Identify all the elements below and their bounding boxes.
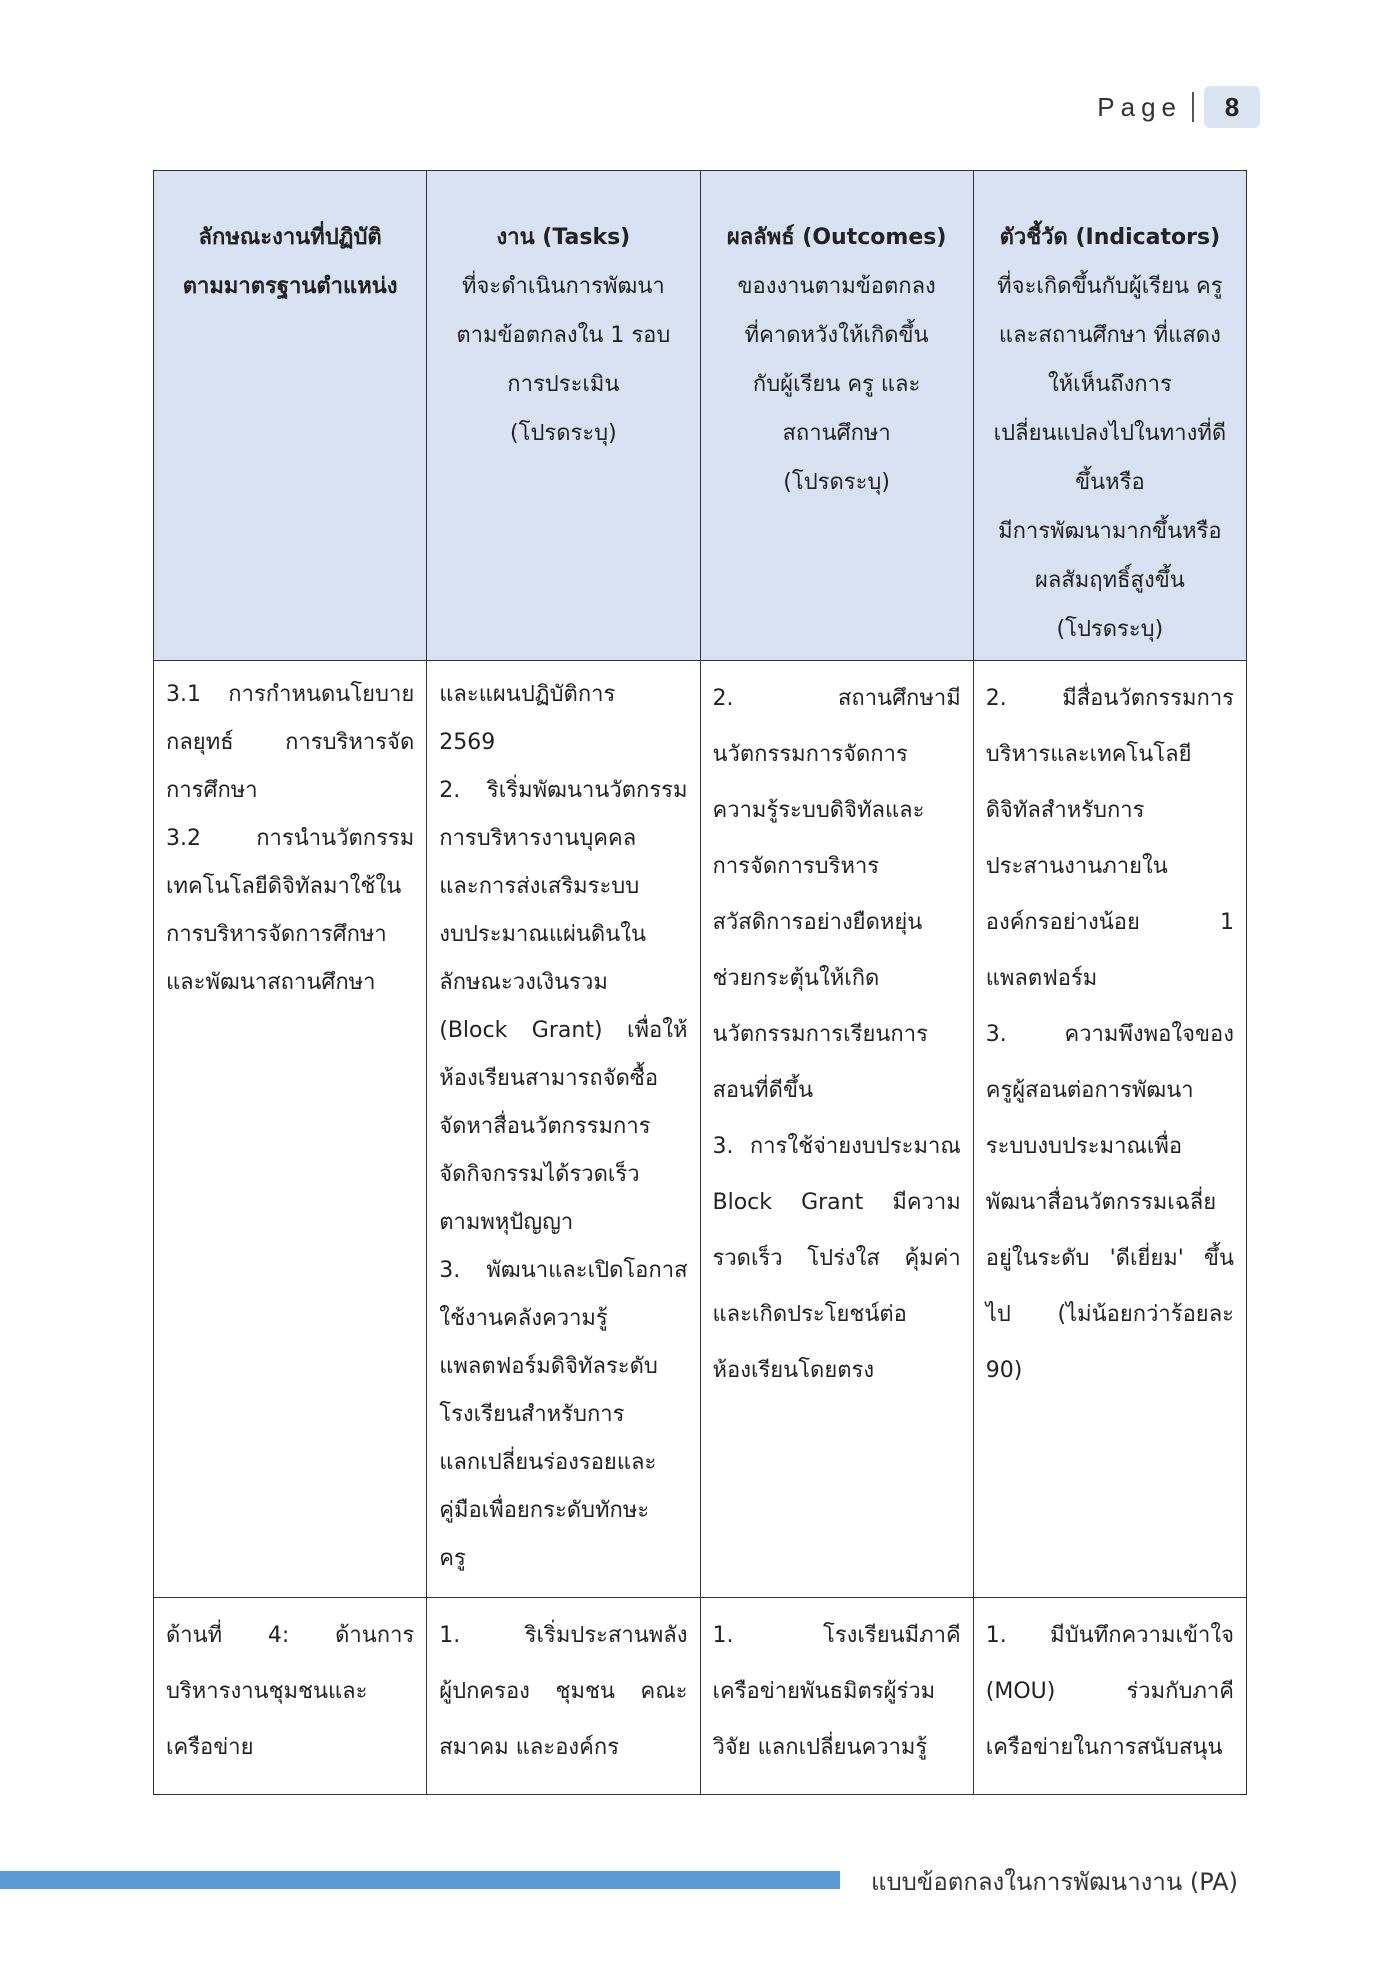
cell-text-line: แลกเปลี่ยนร่องรอยและ: [439, 1450, 657, 1475]
cell-indicators: [973, 661, 1246, 1598]
cell-text-line: และการส่งเสริมระบบ: [439, 874, 640, 899]
header-line: เปลี่ยนแปลงไปในทางที่ดี: [993, 421, 1227, 446]
cell-text-line: คู่มือเพื่อยกระดับทักษะ: [439, 1498, 650, 1523]
cell-text-line: จัดกิจกรรมได้รวดเร็ว: [439, 1162, 640, 1187]
footer-accent-bar: [0, 1871, 840, 1889]
cell-text-line: อยู่ในระดับ 'ดีเยี่ยม' ขึ้น: [985, 1246, 1234, 1271]
header-line: ที่จะเกิดขึ้นกับผู้เรียน ครู: [997, 274, 1223, 299]
cell-text-line: บริหารงานชุมชนและ: [166, 1679, 368, 1704]
cell-job-characteristics: [154, 661, 427, 1598]
header-line: การประเมิน: [507, 372, 620, 397]
cell-text-line: การจัดการบริหาร: [712, 854, 880, 879]
header-line: ตัวชี้วัด (Indicators): [999, 225, 1221, 250]
cell-text-line: การบริหารงานบุคคล: [439, 826, 637, 851]
cell-text-line: วิจัย แลกเปลี่ยนความรู้: [712, 1735, 928, 1760]
cell-text-line: ครูผู้สอนต่อการพัฒนา: [985, 1078, 1194, 1103]
page-number: 8: [1204, 86, 1260, 128]
cell-text-line: 3. พัฒนาและเปิดโอกาส: [439, 1258, 688, 1283]
header-line: งาน (Tasks): [496, 225, 631, 250]
cell-text-line: นวัตกรรมการจัดการ: [712, 742, 908, 767]
cell-text-line: ห้องเรียนโดยตรง: [712, 1358, 875, 1383]
cell-text-line: งบประมาณแผ่นดินใน: [439, 922, 647, 947]
cell-text-line: สวัสดิการอย่างยืดหยุ่น: [712, 910, 923, 935]
cell-text-line: องค์กรอย่างน้อย 1: [985, 910, 1234, 935]
header-tasks: [427, 171, 700, 661]
cell-text-line: 1. ริเริ่มประสานพลัง: [439, 1623, 688, 1648]
cell-text-line: การศึกษา: [166, 778, 258, 803]
cell-text-line: 3. ความพึงพอใจของ: [985, 1022, 1234, 1047]
cell-text-line: บริหารและเทคโนโลยี: [985, 742, 1192, 767]
table-row: [154, 1598, 1247, 1795]
cell-text-line: ครู: [439, 1546, 466, 1571]
cell-text-line: ประสานงานภายใน: [985, 854, 1168, 879]
cell-job-characteristics: [154, 1598, 427, 1795]
cell-text-line: Block Grant มีความ: [712, 1190, 961, 1215]
header-indicators: [973, 171, 1246, 661]
header-line: (โปรดระบุ): [783, 470, 890, 495]
cell-text-line: 2. ริเริ่มพัฒนานวัตกรรม: [439, 778, 688, 803]
header-outcomes: [700, 171, 973, 661]
cell-text-line: เครือข่าย: [166, 1735, 254, 1760]
cell-text-line: กลยุทธ์ การบริหารจัด: [166, 730, 415, 755]
cell-text-line: 3.1 การกำหนดนโยบาย: [166, 682, 415, 707]
header-line: ที่คาดหวังให้เกิดขึ้น: [744, 323, 929, 348]
cell-text-line: 90): [985, 1358, 1023, 1383]
cell-text-line: ตามพหุปัญญา: [439, 1210, 574, 1235]
page-header: [1097, 86, 1260, 128]
header-line: กับผู้เรียน ครู และ: [752, 372, 921, 397]
cell-text-line: เครือข่ายในการสนับสนุน: [985, 1735, 1223, 1760]
cell-text-line: ดิจิทัลสำหรับการ: [985, 798, 1145, 823]
cell-text-line: เทคโนโลยีดิจิทัลมาใช้ใน: [166, 874, 402, 899]
pa-agreement-table: [153, 170, 1247, 1795]
cell-text-line: 3. การใช้จ่ายงบประมาณ: [712, 1134, 961, 1159]
cell-text-line: สอนที่ดีขึ้น: [712, 1078, 814, 1103]
header-line: ที่จะดำเนินการพัฒนา: [462, 274, 665, 299]
cell-outcomes: [700, 1598, 973, 1795]
header-line: ตามข้อตกลงใน 1 รอบ: [456, 323, 671, 348]
cell-text-line: ความรู้ระบบดิจิทัลและ: [712, 798, 925, 823]
header-line: มีการพัฒนามากขึ้นหรือ: [998, 519, 1222, 544]
cell-indicators: [973, 1598, 1246, 1795]
header-line: ของงานตามข้อตกลง: [737, 274, 936, 299]
header-line: ขึ้นหรือ: [1075, 470, 1145, 495]
cell-text-line: 2569: [439, 730, 496, 755]
cell-text-line: นวัตกรรมการเรียนการ: [712, 1022, 928, 1047]
header-line: ให้เห็นถึงการ: [1047, 372, 1172, 397]
header-line: และสถานศึกษา ที่แสดง: [998, 323, 1221, 348]
cell-text-line: จัดหาสื่อนวัตกรรมการ: [439, 1114, 651, 1139]
cell-text-line: แพลตฟอร์ม: [985, 966, 1098, 991]
header-job-characteristics: [154, 171, 427, 661]
cell-text-line: การบริหารจัดการศึกษา: [166, 922, 387, 947]
page-label: Page: [1097, 91, 1182, 122]
cell-text-line: พัฒนาสื่อนวัตกรรมเฉลี่ย: [985, 1190, 1217, 1215]
header-line: ตามมาตรฐานตำแหน่ง: [182, 274, 398, 299]
header-line: (โปรดระบุ): [1056, 617, 1164, 642]
cell-text-line: รวดเร็ว โปร่งใส คุ้มค่า: [712, 1246, 961, 1271]
cell-text-line: และเกิดประโยชน์ต่อ: [712, 1302, 907, 1327]
header-line: (โปรดระบุ): [510, 421, 617, 446]
cell-text-line: และแผนปฏิบัติการ: [439, 682, 616, 707]
cell-text-line: ช่วยกระตุ้นให้เกิด: [712, 966, 880, 991]
footer-title: แบบข้อตกลงในการพัฒนางาน (PA): [870, 1868, 1238, 1896]
cell-tasks: [427, 1598, 700, 1795]
cell-text-line: 2. มีสื่อนวัตกรรมการ: [985, 686, 1234, 711]
cell-text-line: ไป (ไม่น้อยกว่าร้อยละ: [985, 1302, 1234, 1327]
cell-tasks: [427, 661, 700, 1598]
cell-text-line: ห้องเรียนสามารถจัดซื้อ: [439, 1066, 659, 1091]
cell-text-line: (Block Grant) เพื่อให้: [439, 1018, 688, 1043]
cell-text-line: โรงเรียนสำหรับการ: [439, 1402, 625, 1427]
cell-text-line: สมาคม และองค์กร: [439, 1735, 620, 1760]
cell-text-line: ใช้งานคลังความรู้: [439, 1306, 608, 1331]
table-header-row: [154, 171, 1247, 661]
cell-text-line: ด้านที่ 4: ด้านการ: [166, 1623, 415, 1648]
cell-text-line: ระบบงบประมาณเพื่อ: [985, 1134, 1183, 1159]
cell-text-line: 1. โรงเรียนมีภาคี: [712, 1623, 961, 1648]
cell-outcomes: [700, 661, 973, 1598]
cell-text-line: 1. มีบันทึกความเข้าใจ: [985, 1623, 1234, 1648]
table-row: [154, 661, 1247, 1598]
cell-text-line: (MOU) ร่วมกับภาคี: [985, 1679, 1234, 1704]
page-separator: [1192, 92, 1194, 122]
header-line: ผลสัมฤทธิ์สูงขึ้น: [1034, 568, 1185, 593]
cell-text-line: แพลตฟอร์มดิจิทัลระดับ: [439, 1354, 658, 1379]
cell-text-line: 2. สถานศึกษามี: [712, 686, 961, 711]
cell-text-line: เครือข่ายพันธมิตรผู้ร่วม: [712, 1679, 936, 1704]
cell-text-line: 3.2 การนำนวัตกรรม: [166, 826, 415, 851]
cell-text-line: ลักษณะวงเงินรวม: [439, 970, 608, 995]
cell-text-line: และพัฒนาสถานศึกษา: [166, 970, 376, 995]
header-line: สถานศึกษา: [782, 421, 891, 446]
cell-text-line: ผู้ปกครอง ชุมชน คณะ: [439, 1679, 688, 1704]
header-line: ลักษณะงานที่ปฏิบัติ: [198, 225, 382, 250]
header-line: ผลลัพธ์ (Outcomes): [726, 225, 947, 250]
